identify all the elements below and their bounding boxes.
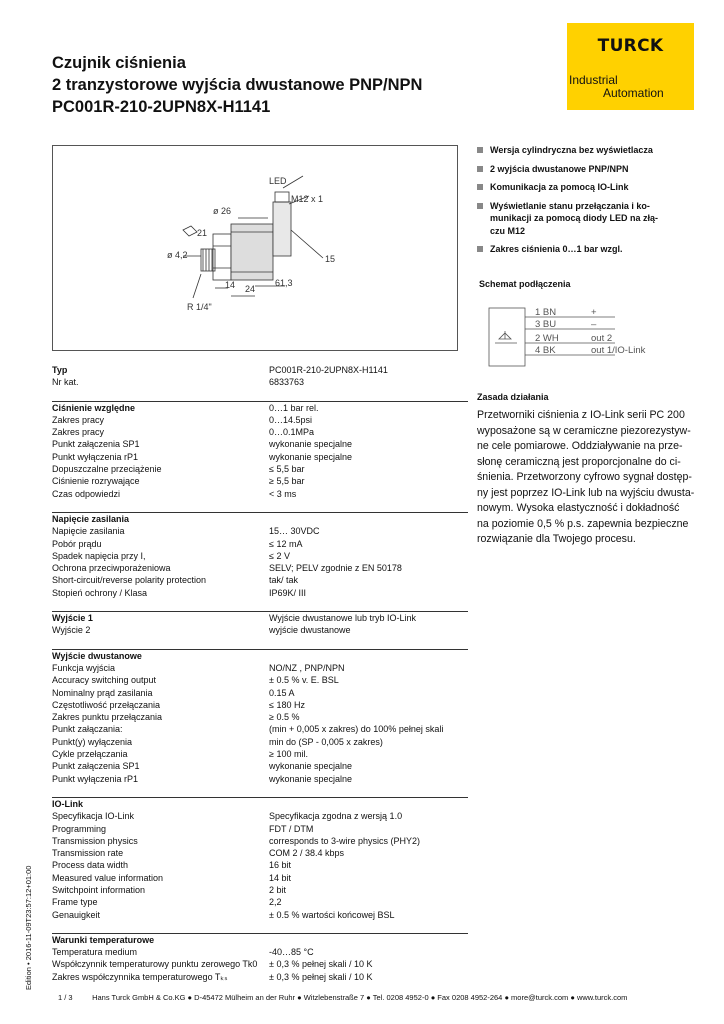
spec-key: Punkt wyłączenia rP1 bbox=[52, 773, 139, 784]
document-title bbox=[52, 52, 422, 118]
spec-key: Punkt(y) wyłączenia bbox=[52, 736, 133, 747]
feature-text-line: munikacji za pomocą diody LED na złą- bbox=[490, 213, 659, 223]
spec-value: wykonanie specjalne bbox=[269, 451, 353, 462]
pin-3-id: 3 BU bbox=[535, 319, 557, 330]
label-d42: ø 4,2 bbox=[167, 250, 188, 260]
spec-key: Programming bbox=[52, 823, 107, 834]
spec-row bbox=[52, 426, 468, 438]
principle-line: na poziomie 0,5 % p.s. zapewnia bezpieczne bbox=[477, 517, 689, 530]
spec-value: 2 bit bbox=[269, 884, 287, 895]
spec-key: Punkt załączania: bbox=[52, 724, 123, 735]
label-thread: M12 x 1 bbox=[291, 194, 324, 204]
spec-value: wyjście dwustanowe bbox=[269, 625, 351, 636]
spec-key: Spadek napięcia przy I, bbox=[52, 550, 146, 561]
dimension-drawing bbox=[52, 145, 458, 351]
spec-key: Zakres punktu przełączania bbox=[52, 712, 163, 723]
spec-key: Ochrona przeciwporażeniowa bbox=[52, 563, 171, 574]
spec-value: ≤ 180 Hz bbox=[269, 699, 305, 710]
spec-value bbox=[269, 798, 468, 810]
spec-row bbox=[52, 711, 468, 723]
spec-value bbox=[269, 650, 468, 662]
spec-key: Współczynnik temperaturowy punktu zerowego Tk0 bbox=[52, 959, 258, 970]
spec-value: ± 0.5 % v. E. BSL bbox=[269, 675, 339, 686]
spec-row bbox=[52, 562, 468, 574]
spec-row bbox=[52, 488, 468, 500]
spec-row bbox=[52, 823, 468, 835]
spec-key: Switchpoint information bbox=[52, 884, 146, 895]
spec-row bbox=[52, 550, 468, 562]
bullet-square-icon bbox=[477, 184, 483, 190]
spec-row bbox=[52, 859, 468, 871]
spec-value: min do (SP - 0,005 x zakres) bbox=[269, 736, 383, 747]
feature-text-line: czu M12 bbox=[490, 225, 526, 236]
spec-key: Warunki temperaturowe bbox=[52, 934, 155, 945]
spec-key: Genauigkeit bbox=[52, 909, 101, 920]
spec-row bbox=[52, 884, 468, 896]
bullet-square-icon bbox=[477, 203, 483, 209]
feature-text-multiline bbox=[490, 200, 695, 238]
pin-1-id: 1 BN bbox=[535, 307, 557, 318]
spec-value: SELV; PELV zgodnie z EN 50178 bbox=[269, 563, 402, 574]
spec-row bbox=[52, 587, 468, 599]
company-address: Hans Turck GmbH & Co.KG ● D-45472 Mülheim an der Ruhr ● Witzlebenstraße 7 ● Tel. 0208 4952-0 ● Fax 0208 4952-264 ● more@turck.com ● www.turck.com bbox=[92, 993, 628, 1002]
spec-value: ≥ 0.5 % bbox=[269, 712, 300, 723]
spec-value: ± 0.5 % wartości końcowej BSL bbox=[269, 909, 395, 920]
spec-key: Zakres pracy bbox=[52, 414, 105, 425]
label-led: LED bbox=[269, 176, 287, 186]
spec-key: Process data width bbox=[52, 860, 129, 871]
spec-row bbox=[52, 451, 468, 463]
page-number: 1 / 3 bbox=[58, 993, 73, 1002]
feature-item bbox=[477, 181, 695, 194]
feature-item bbox=[477, 243, 695, 256]
spec-key: Dopuszczalne przeciążenie bbox=[52, 464, 162, 475]
pin-4-signal: out 1/IO-Link bbox=[591, 345, 646, 356]
spec-key: Cykle przełączania bbox=[52, 749, 128, 760]
spec-section-header bbox=[52, 933, 468, 946]
spec-value: 2,2 bbox=[269, 897, 282, 908]
spec-value: COM 2 / 38.4 kbps bbox=[269, 848, 345, 859]
spec-key: Accuracy switching output bbox=[52, 675, 157, 686]
spec-value: Wyjście dwustanowe lub tryb IO-Link bbox=[269, 613, 416, 624]
spec-row bbox=[52, 538, 468, 550]
spec-row bbox=[52, 525, 468, 537]
pin-1-signal: + bbox=[591, 307, 597, 318]
spec-key: Zakres pracy bbox=[52, 427, 105, 438]
spec-row bbox=[52, 687, 468, 699]
spec-key: Transmission rate bbox=[52, 848, 124, 859]
spec-key: Pobór prądu bbox=[52, 538, 102, 549]
spec-row bbox=[52, 736, 468, 748]
principle-line: wyposażone są w ceramiczne piezorezystyw- bbox=[477, 424, 691, 437]
pin-2-id: 2 WH bbox=[535, 333, 559, 344]
spec-key: Ciśnienie względne bbox=[52, 402, 136, 413]
spec-key: Czas odpowiedzi bbox=[52, 488, 121, 499]
feature-text: 2 wyjścia dwustanowe PNP/NPN bbox=[490, 163, 629, 174]
spec-value: ≤ 2 V bbox=[269, 550, 290, 561]
spec-key: Nominalny prąd zasilania bbox=[52, 687, 153, 698]
spec-key: Częstotliwość przełączania bbox=[52, 699, 161, 710]
principle-line: rozwiązanie dla Twojego procesu. bbox=[477, 533, 636, 545]
feature-text: Wersja cylindryczna bez wyświetlacza bbox=[490, 145, 653, 155]
spec-value: wykonanie specjalne bbox=[269, 773, 353, 784]
title-line-3: PC001R-210-2UPN8X-H1141 bbox=[52, 98, 271, 116]
spec-value: -40…85 °C bbox=[269, 947, 314, 958]
label-l613: 61,3 bbox=[275, 278, 293, 288]
schematic-title: Schemat podłączenia bbox=[479, 279, 571, 289]
spec-value: 0.15 A bbox=[269, 687, 295, 698]
wiring-diagram bbox=[487, 303, 687, 378]
principle-text bbox=[477, 408, 699, 548]
spec-row bbox=[52, 748, 468, 760]
spec-value bbox=[269, 934, 468, 946]
spec-key: Napięcie zasilania bbox=[52, 513, 130, 524]
spec-key: Wyjście 1 bbox=[52, 613, 93, 624]
label-r14: R 1/4" bbox=[187, 302, 212, 312]
spec-row bbox=[52, 946, 468, 958]
spec-key: Nr kat. bbox=[52, 377, 79, 388]
spec-value: 6833763 bbox=[269, 377, 305, 388]
spec-row bbox=[52, 674, 468, 686]
spec-key: Specyfikacja IO-Link bbox=[52, 811, 135, 822]
feature-item bbox=[477, 200, 695, 238]
feature-text-line: Wyświetlanie stanu przełączania i ko- bbox=[490, 200, 650, 211]
spec-section-header bbox=[52, 512, 468, 525]
spec-section-header bbox=[52, 401, 468, 414]
spec-section-header bbox=[52, 649, 468, 662]
spec-key: Short-circuit/reverse polarity protection bbox=[52, 575, 207, 586]
spec-key: Measured value information bbox=[52, 872, 164, 883]
spec-row bbox=[52, 624, 468, 636]
spec-value: IP69K/ III bbox=[269, 587, 307, 598]
spec-value: NO/NZ , PNP/NPN bbox=[269, 662, 345, 673]
logo-text: TURCK bbox=[597, 36, 664, 56]
spec-value: 14 bit bbox=[269, 872, 292, 883]
spec-row bbox=[52, 971, 468, 983]
feature-text: Zakres ciśnienia 0…1 bar wzgl. bbox=[490, 244, 623, 254]
bullet-square-icon bbox=[477, 147, 483, 153]
label-l14: 14 bbox=[225, 280, 236, 290]
spec-value: ≥ 5,5 bar bbox=[269, 476, 305, 487]
spec-key: Punkt załączenia SP1 bbox=[52, 761, 140, 772]
spec-value: 16 bit bbox=[269, 860, 292, 871]
spec-value: < 3 ms bbox=[269, 488, 297, 499]
spec-section-header bbox=[52, 797, 468, 810]
principle-line: śnienia. Przetworzony cyfrowo sygnał dostęp- bbox=[477, 471, 692, 483]
spec-value: FDT / DTM bbox=[269, 823, 314, 834]
spec-row bbox=[52, 909, 468, 921]
spec-row bbox=[52, 810, 468, 822]
spec-key: Wyjście dwustanowe bbox=[52, 650, 142, 661]
spec-value: wykonanie specjalne bbox=[269, 439, 353, 450]
label-l15: 15 bbox=[325, 254, 336, 264]
spec-value: ± 0,3 % pełnej skali / 10 K bbox=[269, 959, 373, 970]
spec-key: Temperatura medium bbox=[52, 947, 138, 958]
spec-key: Zakres współczynnika temperaturowego Tₖₛ bbox=[52, 971, 228, 982]
spec-key: Wyjście 2 bbox=[52, 625, 91, 636]
principle-line: nowym. Wysoka elastyczność i dokładność bbox=[477, 502, 680, 514]
spec-key: Transmission physics bbox=[52, 835, 138, 846]
spec-row bbox=[52, 463, 468, 475]
spec-section-header bbox=[52, 611, 468, 624]
spec-value: 15… 30VDC bbox=[269, 526, 320, 537]
spec-value: corresponds to 3-wire physics (PHY2) bbox=[269, 835, 421, 846]
feature-text: Komunikacja za pomocą IO-Link bbox=[490, 182, 629, 192]
division-line-2: Automation bbox=[603, 86, 664, 100]
spec-row bbox=[52, 414, 468, 426]
spec-row bbox=[52, 872, 468, 884]
spec-row bbox=[52, 376, 468, 388]
spec-key: Napięcie zasilania bbox=[52, 526, 125, 537]
spec-key: Stopień ochrony / Klasa bbox=[52, 587, 148, 598]
sensor-drawing-icon bbox=[53, 146, 457, 350]
spec-value: ≤ 5,5 bar bbox=[269, 464, 305, 475]
spec-value: (min + 0,005 x zakres) do 100% pełnej skali bbox=[269, 724, 444, 735]
bullet-square-icon bbox=[477, 246, 483, 252]
spec-row bbox=[52, 662, 468, 674]
edition-stamp: Edition • 2016-11-09T23:57:12+01:00 bbox=[24, 865, 33, 990]
division-line-1: Industrial bbox=[569, 73, 618, 87]
title-line-1: Czujnik ciśnienia bbox=[52, 54, 186, 72]
spec-key: Funkcja wyjścia bbox=[52, 662, 116, 673]
spec-row bbox=[52, 835, 468, 847]
spec-value: PC001R-210-2UPN8X-H1141 bbox=[269, 365, 388, 375]
spec-value: tak/ tak bbox=[269, 575, 299, 586]
spec-row bbox=[52, 958, 468, 970]
spec-row bbox=[52, 847, 468, 859]
turck-logo bbox=[567, 23, 694, 65]
principle-line: słonę ceramiczną jest proporcjonalne do ci- bbox=[477, 455, 681, 468]
page-footer bbox=[58, 993, 627, 1002]
principle-line: ny jest poprzez IO-Link lub na wyjściu dwusta- bbox=[477, 486, 695, 499]
spec-row bbox=[52, 760, 468, 772]
spec-key: IO-Link bbox=[52, 798, 83, 809]
spec-row bbox=[52, 773, 468, 785]
spec-row bbox=[52, 475, 468, 487]
feature-list bbox=[477, 144, 695, 262]
spec-value bbox=[269, 513, 468, 525]
label-l24: 24 bbox=[245, 284, 256, 294]
pin-4-id: 4 BK bbox=[535, 345, 556, 356]
spec-row bbox=[52, 574, 468, 586]
spec-value: Specyfikacja zgodna z wersją 1.0 bbox=[269, 811, 403, 822]
spec-key: Frame type bbox=[52, 897, 98, 908]
spec-key: Ciśnienie rozrywające bbox=[52, 476, 140, 487]
spec-value: ≥ 100 mil. bbox=[269, 749, 308, 760]
spec-key: Typ bbox=[52, 365, 68, 375]
bullet-square-icon bbox=[477, 166, 483, 172]
spec-value: 0…14.5psi bbox=[269, 414, 313, 425]
wiring-diagram-icon bbox=[487, 303, 687, 378]
spec-key: Punkt wyłączenia rP1 bbox=[52, 451, 139, 462]
feature-item bbox=[477, 144, 695, 157]
spec-row bbox=[52, 699, 468, 711]
division-label bbox=[567, 65, 694, 110]
spec-value: wykonanie specjalne bbox=[269, 761, 353, 772]
spec-row bbox=[52, 723, 468, 735]
principle-line: ne cele pomiarowe. Oddziaływanie na prze- bbox=[477, 440, 683, 452]
label-w21: 21 bbox=[197, 228, 208, 238]
spec-value: ≤ 12 mA bbox=[269, 538, 303, 549]
spec-value: ± 0,3 % pełnej skali / 10 K bbox=[269, 971, 373, 982]
spec-key: Punkt załączenia SP1 bbox=[52, 439, 140, 450]
spec-table bbox=[52, 364, 468, 983]
spec-value: 0…0.1MPa bbox=[269, 427, 315, 438]
spec-row bbox=[52, 438, 468, 450]
pin-3-signal: – bbox=[591, 319, 597, 330]
feature-item bbox=[477, 163, 695, 176]
principle-title: Zasada działania bbox=[477, 392, 549, 402]
pin-2-signal: out 2 bbox=[591, 333, 613, 344]
spec-value: 0…1 bar rel. bbox=[269, 402, 319, 413]
spec-row bbox=[52, 364, 468, 376]
label-d26: ø 26 bbox=[213, 206, 232, 216]
spec-row bbox=[52, 896, 468, 908]
title-line-2: 2 tranzystorowe wyjścia dwustanowe PNP/NPN bbox=[52, 76, 423, 94]
principle-line: Przetworniki ciśnienia z IO-Link serii PC 200 bbox=[477, 409, 685, 421]
